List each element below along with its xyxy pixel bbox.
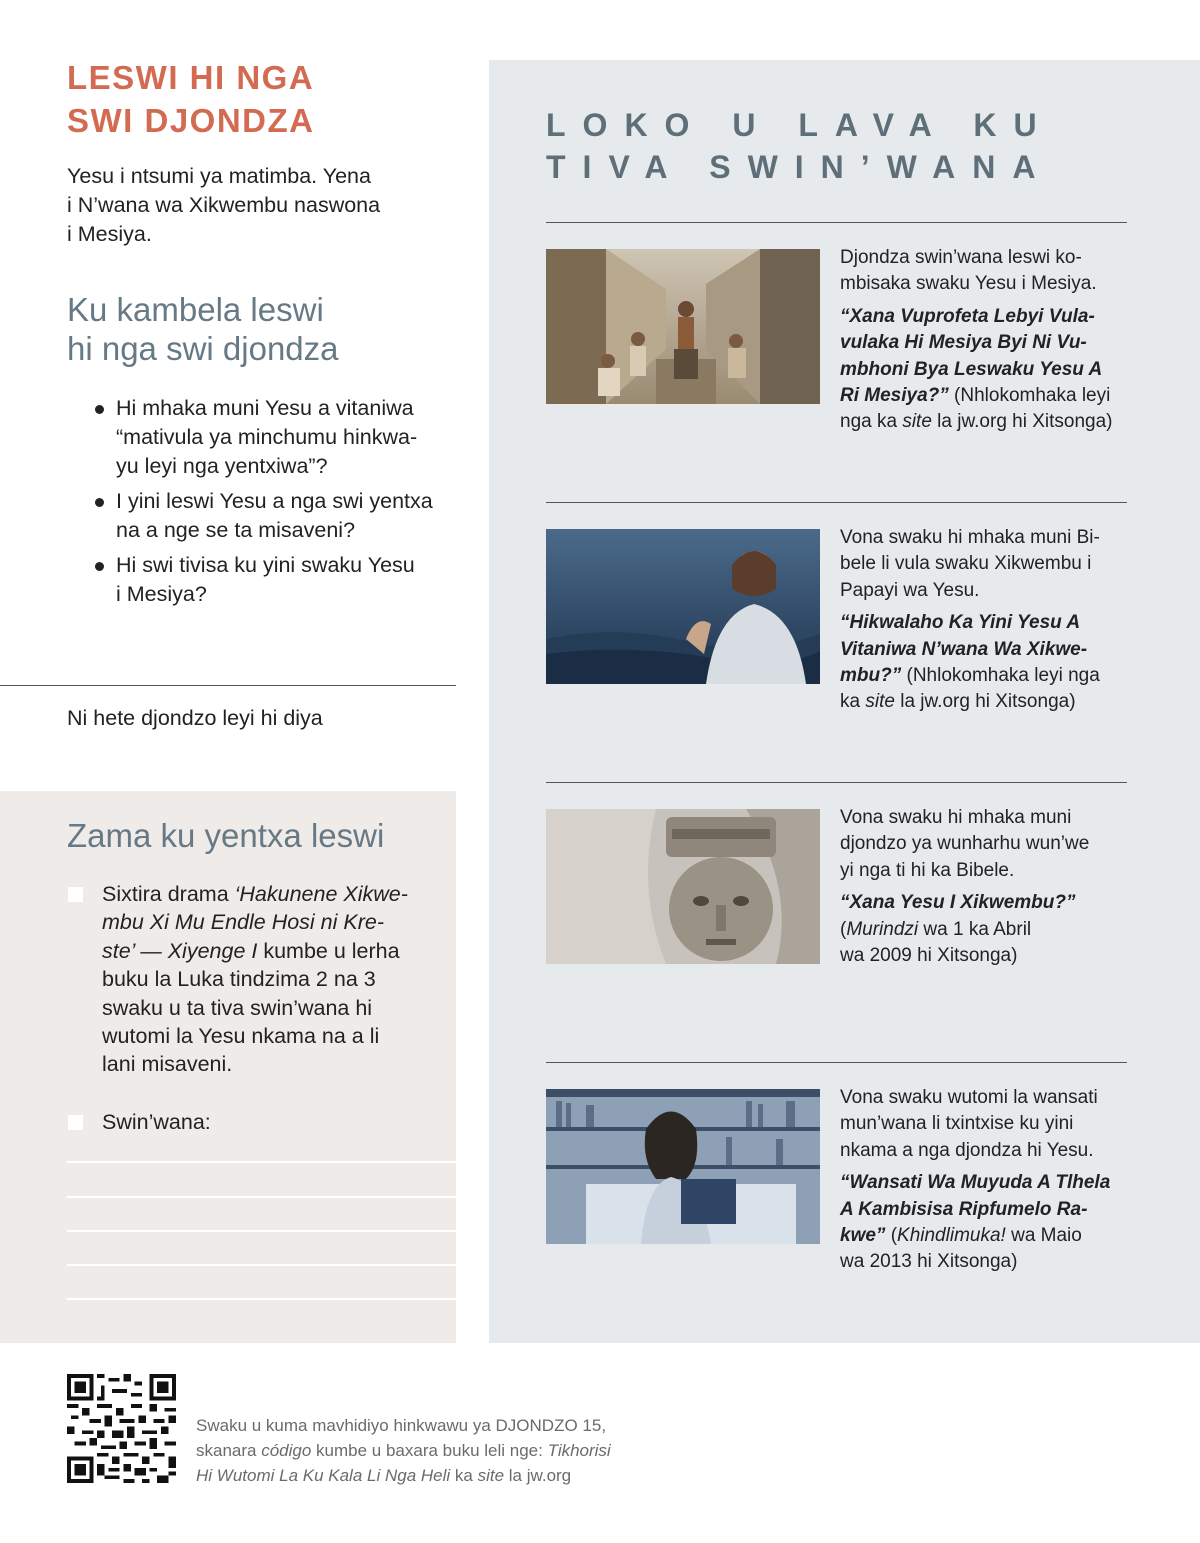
resource-source: (Nhlokomhaka leyi nga ka site la jw.org hi Xitsonga) [840, 385, 1113, 433]
try-item-1: Sixtira drama ‘Hakunene Xikwe- mbu Xi Mu Endle Hosi ni Kre- ste’ — Xiyenge I kumbe u lerha buku la Luka tindzima 2 na 3 swaku u ta tiva swin’wana hi wutomi la Yesu nkama na a li lani misaveni. [102, 882, 408, 1077]
resource-title[interactable]: “Wansati Wa Muyuda A Tlhela A Kambisisa Ripfumelo Ra- kwe” (Khindlimuka! wa Maio wa 2013 hi Xitsonga) [840, 1172, 1111, 1273]
date-completed-line[interactable]: Ni hete djondzo leyi hi diya [67, 706, 323, 730]
bullet-icon [95, 562, 104, 571]
resource-description: Vona swaku hi mhaka muni djondzo ya wunharhu wun’we yi nga ti hi ka Bibele. [840, 807, 1090, 881]
resource-title[interactable]: “Xana Yesu I Xikwembu?” (Murindzi wa 1 ka Abril wa 2009 hi Xitsonga) [840, 892, 1076, 967]
jesus-praying-illustration[interactable] [546, 529, 820, 684]
resource-title[interactable]: “Xana Vuprofeta Lebyi Vula- vulaka Hi Mesiya Byi Ni Vu- mbhoni Bya Leswaku Yesu A Ri Mesiya?” (Nhlokomhaka leyi nga ka site la jw.org hi Xitsonga) [840, 305, 1113, 433]
resource-3 [840, 805, 1130, 969]
resource-description: Djondza swin’wana leswi ko- mbisaka swaku Yesu i Mesiya. [840, 247, 1097, 295]
divider [546, 782, 1127, 783]
divider [546, 502, 1127, 503]
summary-title: LESWI HI NGA SWI DJONDZA [67, 59, 315, 139]
try-item-2: Swin’wana: [102, 1110, 211, 1134]
woman-reading-photo[interactable] [546, 1089, 820, 1244]
trinity-statue-photo[interactable] [546, 809, 820, 964]
find-out-more-title: LOKO U LAVA KU TIVA SWIN’WANA [546, 107, 1054, 185]
resource-description: Vona swaku wutomi la wansati mun’wana li txintxise ku yini nkama a nga djondza hi Yesu. [840, 1087, 1098, 1161]
try-this-heading: Zama ku yentxa leswi [67, 817, 385, 854]
write-in-line[interactable] [67, 1196, 456, 1198]
triumphal-entry-illustration[interactable] [546, 249, 820, 404]
review-questions [95, 394, 455, 615]
review-question: Hi swi tivisa ku yini swaku Yesu i Mesiya? [95, 551, 455, 609]
write-in-line[interactable] [67, 1298, 456, 1300]
review-question: Hi mhaka muni Yesu a vitaniwa “mativula ya minchumu hinkwa- yu leyi nga yentxiwa”? [95, 394, 455, 481]
checkbox-item-1[interactable] [68, 887, 83, 902]
footer-note: Swaku u kuma mavhidiyo hinkwawu ya DJONDZO 15, skanara código kumbe u baxara buku leli nge: Tikhorisi Hi Wutomi La Ku Kala Li Nga Heli ka site la jw.org [196, 1416, 611, 1485]
bullet-icon [95, 498, 104, 507]
review-heading: Ku kambela leswi hi nga swi djondza [67, 291, 339, 367]
resource-source: (Murindzi wa 1 ka Abril wa 2009 hi Xitsonga) [840, 918, 1032, 967]
write-in-line[interactable] [67, 1161, 456, 1163]
divider [0, 685, 456, 686]
resource-source: (Khindlimuka! wa Maio wa 2013 hi Xitsonga) [840, 1225, 1082, 1273]
resource-source: (Nhlokomhaka leyi nga ka site la jw.org hi Xitsonga) [840, 665, 1100, 713]
checkbox-item-2[interactable] [68, 1115, 83, 1130]
resource-4 [840, 1085, 1130, 1276]
bullet-icon [95, 405, 104, 414]
divider [546, 222, 1127, 223]
resource-description: Vona swaku hi mhaka muni Bi- bele li vula swaku Xikwembu i Papayi wa Yesu. [840, 527, 1100, 601]
summary-text: Yesu i ntsumi ya matimba. Yena i N’wana wa Xikwembu naswona i Mesiya. [67, 164, 381, 246]
resource-1 [840, 245, 1130, 436]
resource-title[interactable]: “Hikwalaho Ka Yini Yesu A Vitaniwa N’wana Wa Xikwe- mbu?” (Nhlokomhaka leyi nga ka site la jw.org hi Xitsonga) [840, 612, 1100, 713]
resource-2 [840, 525, 1130, 716]
review-question: I yini leswi Yesu a nga swi yentxa na a nge se ta misaveni? [95, 487, 455, 545]
divider [546, 1062, 1127, 1063]
write-in-line[interactable] [67, 1230, 456, 1232]
write-in-line[interactable] [67, 1264, 456, 1266]
qr-code-icon[interactable] [67, 1374, 176, 1483]
